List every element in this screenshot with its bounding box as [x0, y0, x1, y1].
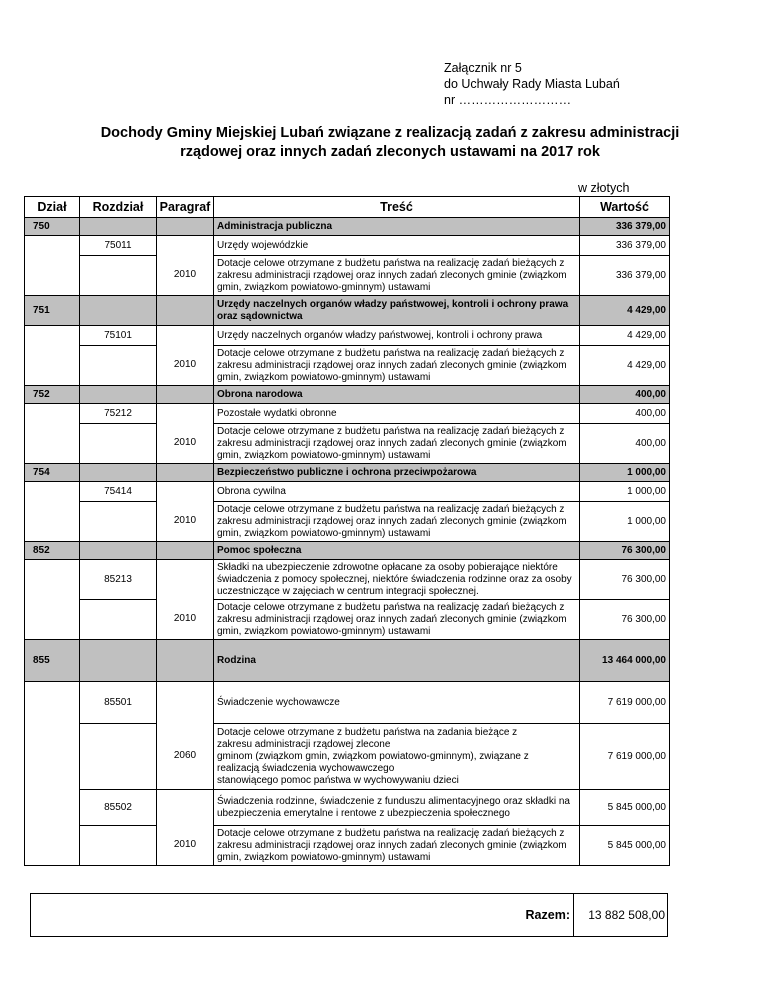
header-dzial: Dział [25, 197, 80, 218]
total-box [30, 893, 668, 937]
tresc-cell: Dotacje celowe otrzymane z budżetu państwa na realizację zadań bieżących z zakresu administracji rządowej oraz innych zadań zleconych gminie (związkom gmin, związkom powiatowo-gminnym) ustawami [214, 826, 580, 866]
annex-line-2: do Uchwały Rady Miasta Lubań [444, 77, 620, 91]
table-row [25, 724, 670, 790]
paragraf-cell: 2010 [157, 502, 214, 542]
table-row [25, 256, 670, 296]
dzial-cell: 852 [25, 542, 80, 560]
wartosc-cell: 4 429,00 [580, 346, 670, 386]
paragraf-cell: 2010 [157, 600, 214, 640]
total-label: Razem: [31, 894, 574, 936]
table-row [25, 386, 670, 404]
tresc-cell: Składki na ubezpieczenie zdrowotne opłacane za osoby pobierające niektóre świadczenia z pomocy społecznej, niektóre świadczenia rodzinne oraz za osoby uczestniczące w zajęciach w centrum integracji społecznej. [214, 560, 580, 600]
rozdzial-cell: 75414 [80, 482, 157, 502]
tresc-line: zakresu administracji rządowej zlecone [217, 738, 391, 750]
wartosc-cell: 336 379,00 [580, 256, 670, 296]
wartosc-cell: 400,00 [580, 404, 670, 424]
dzial-cell: 752 [25, 386, 80, 404]
header-tresc: Treść [214, 197, 580, 218]
annex-line-1: Załącznik nr 5 [444, 61, 522, 75]
rozdzial-cell: 85501 [80, 682, 157, 724]
wartosc-cell: 76 300,00 [580, 600, 670, 640]
rozdzial-cell: 85213 [80, 560, 157, 600]
wartosc-cell: 4 429,00 [580, 326, 670, 346]
dzial-cell: 750 [25, 218, 80, 236]
tresc-cell: Rodzina [214, 640, 580, 682]
wartosc-cell: 13 464 000,00 [580, 640, 670, 682]
tresc-cell [214, 724, 580, 790]
wartosc-cell: 336 379,00 [580, 218, 670, 236]
table-row [25, 640, 670, 682]
paragraf-cell: 2010 [157, 424, 214, 464]
tresc-cell: Obrona narodowa [214, 386, 580, 404]
tresc-cell: Świadczenie wychowawcze [214, 682, 580, 724]
table-row [25, 464, 670, 482]
table-row [25, 424, 670, 464]
table-row [25, 404, 670, 424]
tresc-cell: Pozostałe wydatki obronne [214, 404, 580, 424]
paragraf-cell: 2010 [157, 256, 214, 296]
tresc-cell: Urzędy naczelnych organów władzy państwowej, kontroli i ochrony prawa [214, 326, 580, 346]
tresc-cell: Administracja publiczna [214, 218, 580, 236]
wartosc-cell: 7 619 000,00 [580, 682, 670, 724]
paragraf-cell: 2010 [157, 826, 214, 866]
rozdzial-cell: 75101 [80, 326, 157, 346]
tresc-cell: Pomoc społeczna [214, 542, 580, 560]
annex-note [444, 60, 620, 108]
budget-table [24, 196, 670, 866]
tresc-cell: Dotacje celowe otrzymane z budżetu państwa na realizację zadań bieżących z zakresu administracji rządowej oraz innych zadań zleconych gminie (związkom gmin, związkom powiatowo-gminnym) ustawami [214, 256, 580, 296]
dzial-cell: 754 [25, 464, 80, 482]
header-rozdzial: Rozdział [80, 197, 157, 218]
dzial-cell: 855 [25, 640, 80, 682]
tresc-cell: Obrona cywilna [214, 482, 580, 502]
tresc-cell: Dotacje celowe otrzymane z budżetu państwa na realizację zadań bieżących z zakresu administracji rządowej oraz innych zadań zleconych gminie (związkom gmin, związkom powiatowo-gminnym) ustawami [214, 424, 580, 464]
wartosc-cell: 4 429,00 [580, 296, 670, 326]
dzial-cell: 751 [25, 296, 80, 326]
table-row [25, 346, 670, 386]
table-row [25, 502, 670, 542]
paragraf-cell: 2060 [157, 724, 214, 790]
tresc-line: gminom (związkom gmin, związkom powiatowo-gminnym), związane z [217, 750, 529, 762]
tresc-cell: Dotacje celowe otrzymane z budżetu państwa na realizację zadań bieżących z zakresu administracji rządowej oraz innych zadań zleconych gminie (związkom gmin, związkom powiatowo-gminnym) ustawami [214, 600, 580, 640]
unit-label: w złotych [578, 181, 630, 195]
wartosc-cell: 400,00 [580, 424, 670, 464]
rozdzial-cell: 75011 [80, 236, 157, 256]
wartosc-cell: 76 300,00 [580, 542, 670, 560]
tresc-cell: Urzędy naczelnych organów władzy państwowej, kontroli i ochrony prawa oraz sądownictwa [214, 296, 580, 326]
tresc-cell: Bezpieczeństwo publiczne i ochrona przeciwpożarowa [214, 464, 580, 482]
table-row [25, 218, 670, 236]
wartosc-cell: 5 845 000,00 [580, 790, 670, 826]
header-wartosc: Wartość [580, 197, 670, 218]
rozdzial-cell: 75212 [80, 404, 157, 424]
wartosc-cell: 76 300,00 [580, 560, 670, 600]
tresc-line: realizacją świadczenia wychowawczego [217, 762, 395, 774]
document-title: Dochody Gminy Miejskiej Lubań związane z realizacją zadań z zakresu administracji rządowej oraz innych zadań zleconych ustawami na 2017 rok [100, 125, 680, 160]
paragraf-cell: 2010 [157, 346, 214, 386]
tresc-cell: Urzędy wojewódzkie [214, 236, 580, 256]
total-value: 13 882 508,00 [588, 908, 665, 922]
table-row [25, 560, 670, 600]
header-paragraf: Paragraf [157, 197, 214, 218]
tresc-cell: Dotacje celowe otrzymane z budżetu państwa na realizację zadań bieżących z zakresu administracji rządowej oraz innych zadań zleconych gminie (związkom gmin, związkom powiatowo-gminnym) ustawami [214, 502, 580, 542]
tresc-line: stanowiącego pomoc państwa w wychowywaniu dzieci [217, 774, 459, 786]
annex-line-3: nr ……………………… [444, 93, 572, 107]
table-row [25, 826, 670, 866]
wartosc-cell: 400,00 [580, 386, 670, 404]
table-row [25, 542, 670, 560]
wartosc-cell: 5 845 000,00 [580, 826, 670, 866]
table-row [25, 790, 670, 826]
wartosc-cell: 336 379,00 [580, 236, 670, 256]
table-row [25, 236, 670, 256]
table-row [25, 682, 670, 724]
wartosc-cell: 7 619 000,00 [580, 724, 670, 790]
table-row [25, 482, 670, 502]
wartosc-cell: 1 000,00 [580, 464, 670, 482]
table-row [25, 326, 670, 346]
tresc-cell: Świadczenia rodzinne, świadczenie z funduszu alimentacyjnego oraz składki na ubezpieczenia emerytalne i rentowe z ubezpieczenia społecznego [214, 790, 580, 826]
tresc-cell: Dotacje celowe otrzymane z budżetu państwa na realizację zadań bieżących z zakresu administracji rządowej oraz innych zadań zleconych gminie (związkom gmin, związkom powiatowo-gminnym) ustawami [214, 346, 580, 386]
table-row [25, 600, 670, 640]
wartosc-cell: 1 000,00 [580, 502, 670, 542]
table-row [25, 296, 670, 326]
tresc-line: Dotacje celowe otrzymane z budżetu państwa na zadania bieżące z [217, 726, 518, 738]
wartosc-cell: 1 000,00 [580, 482, 670, 502]
rozdzial-cell: 85502 [80, 790, 157, 826]
